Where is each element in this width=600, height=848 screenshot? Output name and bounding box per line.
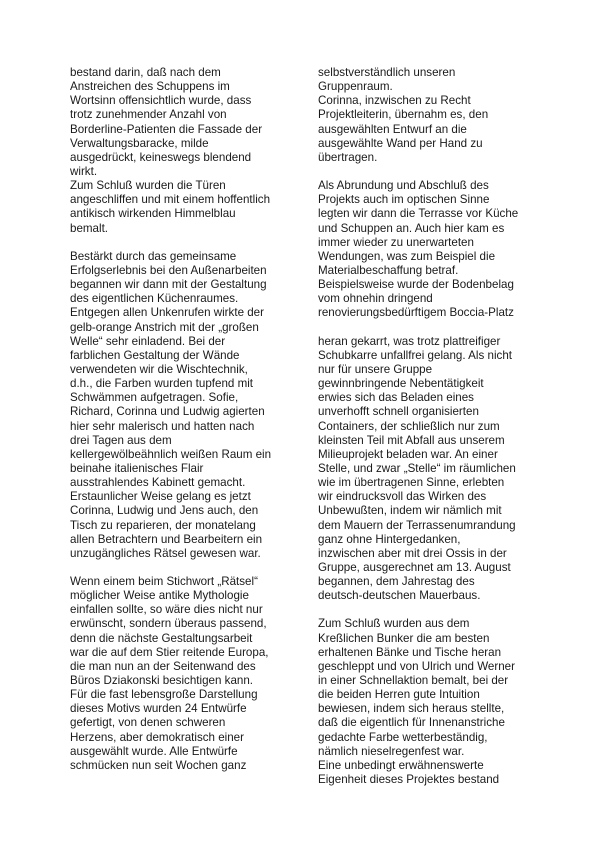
- text-line: Containers, der schließlich nur zum: [318, 419, 500, 433]
- text-line: Gruppe, ausgerechnet am 13. August: [318, 560, 511, 574]
- text-line: geschleppt und von Ulrich und Werner: [318, 659, 515, 673]
- text-line: Beispielsweise wurde der Bodenbelag: [318, 278, 514, 292]
- text-line: Unbewußten, indem wir nämlich mit: [318, 504, 502, 518]
- text-line: Projekts auch im optischen Sinne: [318, 193, 490, 207]
- paragraph: [70, 250, 296, 561]
- text-line: gelb-orange Anstrich mit der „großen: [70, 320, 259, 334]
- text-line: nämlich nieselregenfest war.: [318, 744, 465, 758]
- text-line: denn die nächste Gestaltungsarbeit: [70, 631, 253, 645]
- text-line: immer wieder zu unerwarteten: [318, 235, 474, 249]
- text-line: Gruppenraum.: [318, 80, 393, 94]
- text-line: Materialbeschaffung betraf.: [318, 263, 459, 277]
- text-line: Eigenheit dieses Projektes bestand: [318, 773, 500, 787]
- left-text-column: [70, 66, 296, 773]
- paragraph: [70, 66, 296, 236]
- text-line: Tisch zu reparieren, der monatelang: [70, 518, 256, 532]
- text-line: die beiden Herren gute Intuition: [318, 688, 480, 702]
- text-line: erwünscht, sondern überaus passend,: [70, 617, 267, 631]
- paragraph: [318, 179, 544, 320]
- text-line: Erstaunlicher Weise gelang es jetzt: [70, 490, 251, 504]
- text-line: Für die fast lebensgroße Darstellung: [70, 688, 258, 702]
- paragraph-gap: [70, 236, 296, 250]
- paragraph: [318, 335, 544, 604]
- text-line: einfallen sollte, so wäre dies nicht nur: [70, 603, 263, 617]
- text-line: hier sehr malerisch und hatten nach: [70, 419, 255, 433]
- text-line: Richard, Corinna und Ludwig agierten: [70, 405, 265, 419]
- text-line: Schubkarre unfallfrei gelang. Als nicht: [318, 348, 512, 362]
- text-line: Corinna, Ludwig und Jens auch, den: [70, 504, 259, 518]
- text-line: unzugängliches Rätsel gewesen war.: [70, 546, 261, 560]
- text-line: Anstreichen des Schuppens im: [70, 80, 230, 94]
- text-line: des eigentlichen Küchenraumes.: [70, 292, 239, 306]
- text-line: Eine unbedingt erwähnenswerte: [318, 758, 484, 772]
- text-line: legten wir dann die Terrasse vor Küche: [318, 207, 519, 221]
- text-line: antikisch wirkenden Himmelblau: [70, 207, 236, 221]
- text-line: ausstrahlendes Kabinett gemacht.: [70, 476, 246, 490]
- text-line: Projektleiterin, übernahm es, den: [318, 108, 489, 122]
- text-line: nur für unsere Gruppe: [318, 362, 433, 376]
- paragraph-gap: [70, 561, 296, 575]
- text-line: ausgewählte Wand per Hand zu: [318, 136, 483, 150]
- text-line: Kreßlichen Bunker die am besten: [318, 631, 490, 645]
- text-line: unverhofft schnell organisierten: [318, 405, 479, 419]
- text-line: war die auf dem Stier reitende Europa,: [70, 645, 269, 659]
- text-line: Corinna, inzwischen zu Recht: [318, 94, 471, 108]
- text-line: Wenn einem beim Stichwort „Rätsel“: [70, 575, 258, 589]
- text-line: deutsch-deutschen Mauerbaus.: [318, 589, 481, 603]
- text-line: beinahe italienisches Flair: [70, 461, 204, 475]
- text-line: angeschliffen und mit einem hoffentlich: [70, 193, 271, 207]
- text-line: wir eindrucksvoll das Wirken des: [318, 490, 487, 504]
- text-line: Entgegen allen Unkenrufen wirkte der: [70, 306, 264, 320]
- text-line: vom ohnehin dringend: [318, 292, 433, 306]
- text-line: gewinnbringende Nebentätigkeit: [318, 377, 484, 391]
- text-line: Als Abrundung und Abschluß des: [318, 179, 489, 193]
- paragraph: [318, 66, 544, 165]
- text-line: Wendungen, was zum Beispiel die: [318, 249, 496, 263]
- text-line: daß die eigentlich für Innenanstriche: [318, 716, 505, 730]
- text-line: in einer Schnellaktion bemalt, bei der: [318, 674, 509, 688]
- text-line: gedachte Farbe wetterbeständig,: [318, 730, 488, 744]
- text-line: drei Tagen aus dem: [70, 433, 172, 447]
- text-line: und Schuppen an. Auch hier kam es: [318, 221, 505, 235]
- text-line: selbstverständlich unseren: [318, 66, 456, 79]
- text-line: möglicher Weise antike Mythologie: [70, 589, 249, 603]
- text-line: inzwischen aber mit drei Ossis in der: [318, 546, 507, 560]
- paragraph-gap: [318, 321, 544, 335]
- text-line: ausgewählt wurde. Alle Entwürfe: [70, 744, 238, 758]
- paragraph: [318, 617, 544, 787]
- text-line: wirkt.: [70, 164, 98, 178]
- text-line: Borderline-Patienten die Fassade der: [70, 122, 263, 136]
- text-line: renovierungsbedürftigem Boccia-Platz: [318, 306, 514, 320]
- text-line: bemalt.: [70, 221, 109, 235]
- text-line: Büros Dziakonski besichtigen kann.: [70, 674, 254, 688]
- text-line: erwies sich das Beladen eines: [318, 391, 474, 405]
- text-line: Wortsinn offensichtlich wurde, dass: [70, 94, 252, 108]
- text-line: ausgewählten Entwurf an die: [318, 122, 467, 136]
- paragraph-gap: [318, 603, 544, 617]
- text-line: begannen wir dann mit der Gestaltung: [70, 278, 267, 292]
- text-line: erhaltenen Bänke und Tische heran: [318, 645, 502, 659]
- right-text-column: [318, 66, 544, 787]
- text-line: Schwämmen aufgetragen. Sofie,: [70, 391, 239, 405]
- text-line: Welle“ sehr einladend. Bei der: [70, 334, 226, 348]
- text-line: die man nun an der Seitenwand des: [70, 659, 256, 673]
- text-line: schmücken nun seit Wochen ganz: [70, 758, 247, 772]
- text-line: heran gekarrt, was trotz plattreifiger: [318, 334, 501, 348]
- text-line: gefertigt, von denen schweren: [70, 716, 226, 730]
- paragraph: [70, 575, 296, 773]
- paragraph-gap: [318, 165, 544, 179]
- text-line: wie im übertragenen Sinne, erlebten: [318, 476, 505, 490]
- text-line: verwendeten wir die Wischtechnik,: [70, 362, 248, 376]
- text-line: Herzens, aber demokratisch einer: [70, 730, 244, 744]
- text-line: Stelle, und zwar „Stelle“ im räumlichen: [318, 461, 516, 475]
- text-line: kellergewölbeähnlich weißen Raum ein: [70, 447, 272, 461]
- text-line: d.h., die Farben wurden tupfend mit: [70, 377, 254, 391]
- text-line: ganz ohne Hintergedanken,: [318, 532, 461, 546]
- text-line: trotz zunehmender Anzahl von: [70, 108, 227, 122]
- text-line: dem Mauern der Terrassenumrandung: [318, 518, 516, 532]
- text-line: Milieuprojekt beladen war. An einer: [318, 447, 498, 461]
- text-line: bestand darin, daß nach dem: [70, 66, 221, 79]
- text-line: ausgedrückt, keineswegs blendend: [70, 150, 252, 164]
- text-line: übertragen.: [318, 150, 378, 164]
- text-line: bewiesen, indem sich heraus stellte,: [318, 702, 505, 716]
- text-line: Bestärkt durch das gemeinsame: [70, 249, 237, 263]
- text-line: kleinsten Teil mit Abfall aus unserem: [318, 433, 505, 447]
- text-line: begannen, dem Jahrestag des: [318, 575, 475, 589]
- text-line: Zum Schluß wurden die Türen: [70, 179, 226, 193]
- text-line: allen Betrachtern und Bearbeitern ein: [70, 532, 263, 546]
- text-line: farblichen Gestaltung der Wände: [70, 348, 240, 362]
- text-line: Erfolgserlebnis bei den Außenarbeiten: [70, 263, 267, 277]
- text-line: Zum Schluß wurden aus dem: [318, 617, 470, 631]
- text-line: Verwaltungsbaracke, milde: [70, 136, 209, 150]
- text-line: dieses Motivs wurden 24 Entwürfe: [70, 702, 247, 716]
